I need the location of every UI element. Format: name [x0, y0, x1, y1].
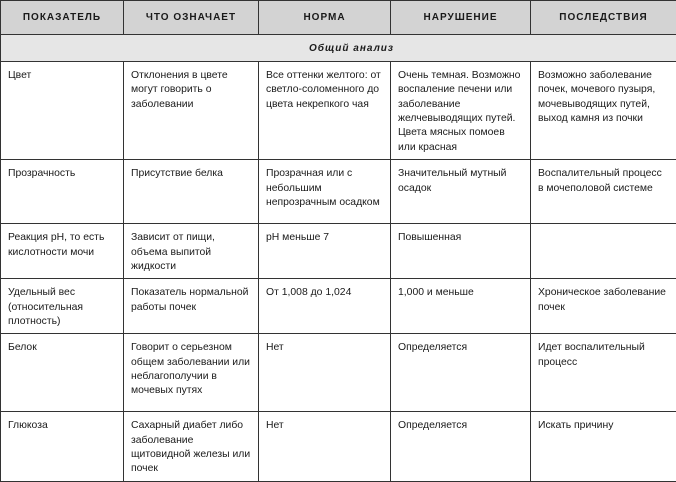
meaning-cell: Сахарный диабет либо заболевание щитовидной железы или почек [124, 412, 259, 481]
norm-cell: Нет [259, 412, 391, 481]
meaning-cell: Говорит о серьезном общем заболевании или неблагополучии в мочевых путях [124, 334, 259, 412]
norm-cell: pH меньше 7 [259, 224, 391, 279]
header-meaning: ЧТО ОЗНАЧАЕТ [124, 1, 259, 35]
violation-cell: Повышенная [391, 224, 531, 279]
norm-cell: Прозрачная или с небольшим непрозрачным осадком [259, 160, 391, 224]
consequences-cell: Воспалительный процесс в мочеполовой системе [531, 160, 676, 224]
meaning-cell: Показатель нормальной работы почек [124, 279, 259, 334]
indicator-cell: Цвет [1, 62, 124, 160]
table-row [1, 334, 676, 412]
violation-cell: Определяется [391, 412, 531, 481]
consequences-cell: Идет воспалительный процесс [531, 334, 676, 412]
header-violation: НАРУШЕНИЕ [391, 1, 531, 35]
consequences-cell [531, 224, 676, 279]
meaning-cell: Отклонения в цвете могут говорить о заболевании [124, 62, 259, 160]
table-row [1, 224, 676, 279]
header-indicator: ПОКАЗАТЕЛЬ [1, 1, 124, 35]
norm-cell: Все оттенки желтого: от светло-соломенного до цвета некрепкого чая [259, 62, 391, 160]
meaning-cell: Зависит от пищи, объема выпитой жидкости [124, 224, 259, 279]
violation-cell: Очень темная. Возможно воспаление печени или заболевание желчевыводящих путей. Цвета мясных помоев или красная [391, 62, 531, 160]
violation-cell: 1,000 и меньше [391, 279, 531, 334]
table-row [1, 160, 676, 224]
norm-cell: От 1,008 до 1,024 [259, 279, 391, 334]
section-row [1, 35, 676, 62]
table-row [1, 62, 676, 160]
consequences-cell: Хроническое заболевание почек [531, 279, 676, 334]
consequences-cell: Возможно заболевание почек, мочевого пузыря, мочевыводящих путей, выход камня из почки [531, 62, 676, 160]
indicator-cell: Удельный вес (относительная плотность) [1, 279, 124, 334]
indicator-cell: Реакция pH, то есть кислотности мочи [1, 224, 124, 279]
violation-cell: Определяется [391, 334, 531, 412]
table-row [1, 279, 676, 334]
violation-cell: Значительный мутный осадок [391, 160, 531, 224]
table-row [1, 412, 676, 481]
section-title-cell [1, 35, 676, 62]
meaning-cell: Присутствие белка [124, 160, 259, 224]
indicator-cell: Глюкоза [1, 412, 124, 481]
header-norm: НОРМА [259, 1, 391, 35]
norm-cell: Нет [259, 334, 391, 412]
indicator-cell: Прозрачность [1, 160, 124, 224]
section-title: Общий анализ [283, 43, 394, 54]
consequences-cell: Искать причину [531, 412, 676, 481]
header-consequences: ПОСЛЕДСТВИЯ [531, 1, 676, 35]
indicator-cell: Белок [1, 334, 124, 412]
header-row [1, 1, 676, 35]
